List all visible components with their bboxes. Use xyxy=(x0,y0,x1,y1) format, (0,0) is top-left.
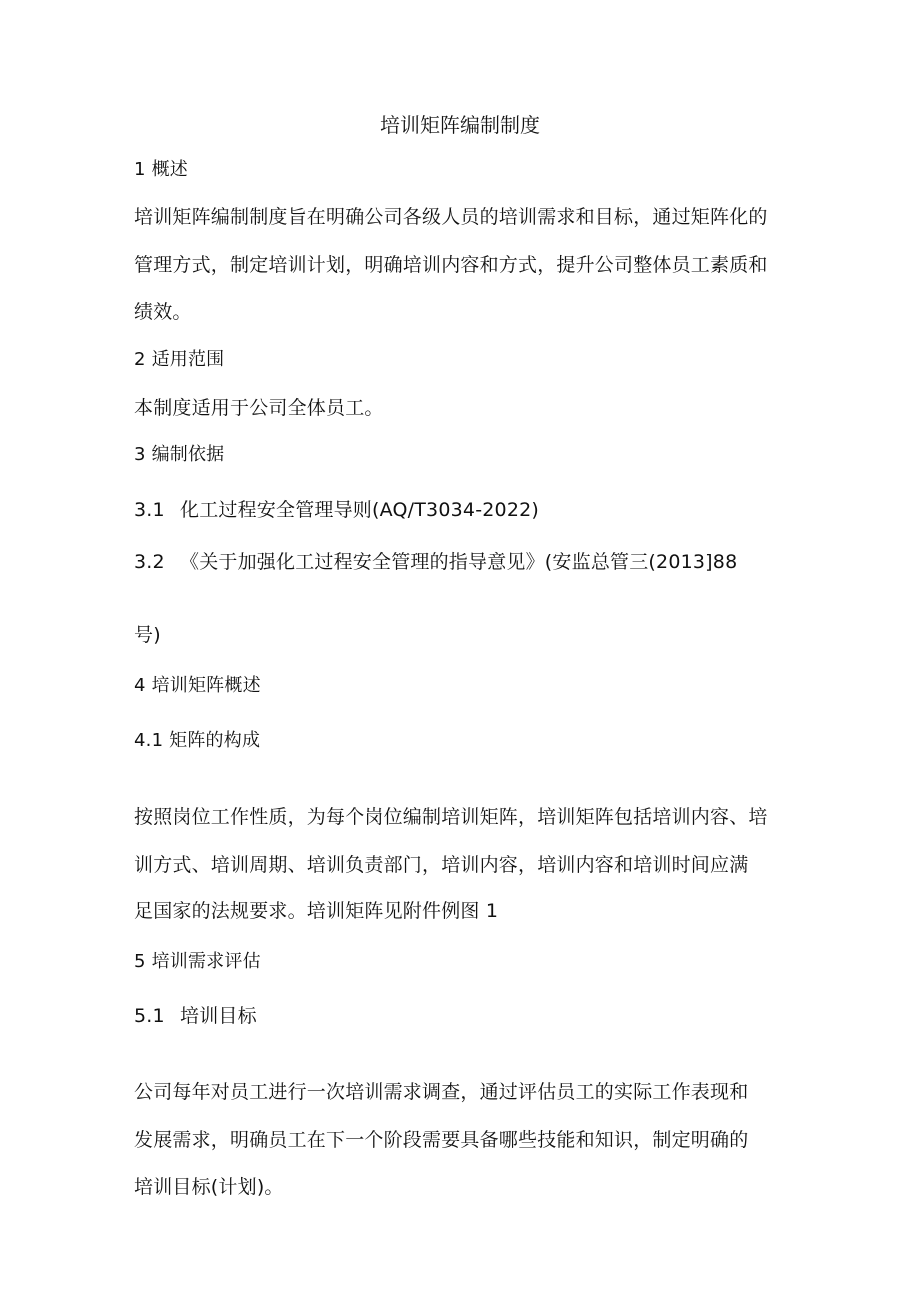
section-4-1-heading: 4.1 矩阵的构成 xyxy=(134,730,261,751)
section-5-line-3: 培训目标(计划)。 xyxy=(134,1176,284,1198)
section-5-1-heading xyxy=(134,1003,257,1029)
section-5-line-2: 发展需求，明确员工在下一个阶段需要具备哪些技能和知识，制定明确的 xyxy=(134,1129,749,1151)
section-5-1-text: 培训目标 xyxy=(180,1005,257,1027)
section-3-item-1-number: 3.1 xyxy=(134,499,165,521)
section-5-1-number: 5.1 xyxy=(134,1005,165,1027)
section-3-item-2 xyxy=(134,549,737,575)
section-1-line-1: 培训矩阵编制制度旨在明确公司各级人员的培训需求和目标，通过矩阵化的 xyxy=(134,206,768,228)
section-2-heading: 2 适用范围 xyxy=(134,349,225,370)
section-5-line-1: 公司每年对员工进行一次培训需求调查，通过评估员工的实际工作表现和 xyxy=(134,1081,749,1103)
section-4-line-2: 训方式、培训周期、培训负责部门，培训内容，培训内容和培训时间应满 xyxy=(134,854,749,876)
section-4-heading: 4 培训矩阵概述 xyxy=(134,675,261,696)
section-3-item-2-text: 《关于加强化工过程安全管理的指导意见》(安监总管三(2013]88 xyxy=(180,551,738,573)
section-1-line-2: 管理方式，制定培训计划，明确培训内容和方式，提升公司整体员工素质和 xyxy=(134,254,768,276)
section-5-heading: 5 培训需求评估 xyxy=(134,951,261,972)
section-4-line-1: 按照岗位工作性质，为每个岗位编制培训矩阵，培训矩阵包括培训内容、培 xyxy=(134,806,768,828)
section-1-heading: 1 概述 xyxy=(134,159,188,180)
section-3-heading: 3 编制依据 xyxy=(134,444,225,465)
section-3-item-2-number: 3.2 xyxy=(134,551,165,573)
section-3-item-2-continuation: 号) xyxy=(134,624,161,646)
document-title: 培训矩阵编制制度 xyxy=(380,113,540,137)
section-1-line-3: 绩效。 xyxy=(134,301,192,323)
section-3-item-1-text: 化工过程安全管理导则(AQ/T3034-2022) xyxy=(180,499,540,521)
section-4-line-3: 足国家的法规要求。培训矩阵见附件例图 1 xyxy=(134,900,499,922)
section-2-line-1: 本制度适用于公司全体员工。 xyxy=(134,397,384,419)
section-3-item-1 xyxy=(134,497,539,523)
